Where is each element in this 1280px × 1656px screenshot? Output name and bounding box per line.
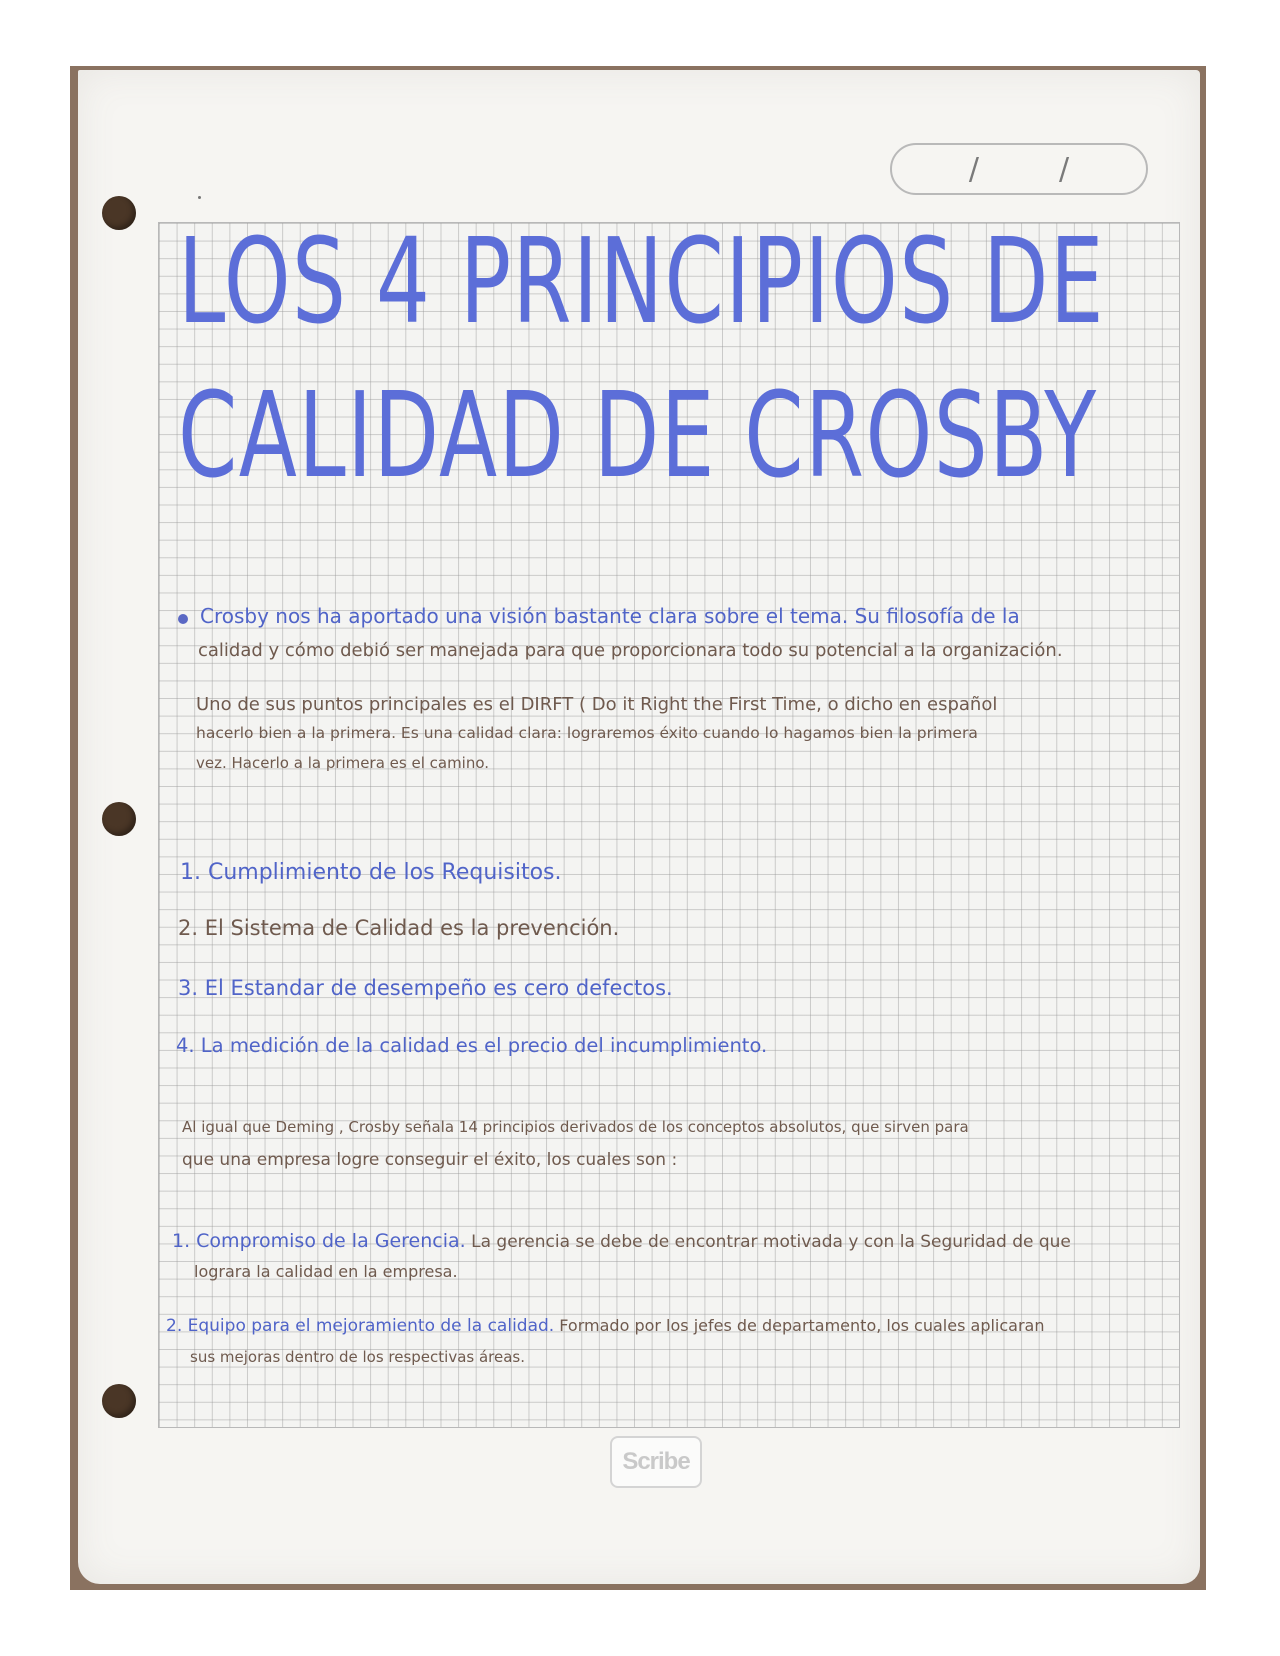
dirft-line-3: vez. Hacerlo a la primera es el camino. [196,754,490,772]
step-1-heading: 1. Compromiso de la Gerencia. [172,1230,466,1252]
principle-1: 1. Cumplimiento de los Requisitos. [180,860,562,885]
intro-line-1: Crosby nos ha aportado una visión bastante clara sobre el tema. Su filosofía de la [200,604,1020,628]
title-line-2: CALIDAD DE CROSBY [178,366,1098,504]
dirft-line-2: hacerlo bien a la primera. Es una calidad clara: lograremos éxito cuando lo hagamos bien la primera [196,724,978,742]
date-separator-1: / [968,151,979,187]
dirft-line-1: Uno de sus puntos principales es el DIRFT ( Do it Right the First Time, o dicho en español [196,694,998,715]
step-2-text-2: sus mejoras dentro de los respectivas áreas. [190,1348,526,1366]
principle-2: 2. El Sistema de Calidad es la prevención. [178,916,620,940]
principle-3: 3. El Estandar de desempeño es cero defectos. [178,976,673,1000]
step-1-text-2: lograra la calidad en la empresa. [194,1262,458,1281]
step-1-text-1: La gerencia se debe de encontrar motivada y con la Seguridad de que [471,1232,1071,1252]
bullet-dot [178,614,188,624]
deming-line-2: que una empresa logre conseguir el éxito, los cuales son : [182,1150,678,1170]
date-box [890,143,1148,195]
intro-line-2: calidad y cómo debió ser manejada para que proporcionara todo su potencial a la organización. [198,640,1063,661]
binder-hole-middle [102,802,136,836]
step-1-line-1 [172,1230,1071,1253]
scribe-logo: Scribe [610,1436,702,1488]
step-2-text-1: Formado por los jefes de departamento, los cuales aplicaran [559,1316,1045,1335]
step-2-line-1 [166,1316,1044,1336]
date-separator-2: / [1059,151,1070,187]
binder-hole-top [102,196,136,230]
step-2-heading: 2. Equipo para el mejoramiento de la calidad. [166,1316,555,1336]
title-line-1: LOS 4 PRINCIPIOS DE [178,212,1105,350]
principle-4: 4. La medición de la calidad es el precio del incumplimiento. [176,1034,768,1057]
binder-hole-bottom [102,1384,136,1418]
pen-mark [198,196,201,199]
deming-line-1: Al igual que Deming , Crosby señala 14 principios derivados de los conceptos absolutos, que sirven para [182,1118,969,1136]
